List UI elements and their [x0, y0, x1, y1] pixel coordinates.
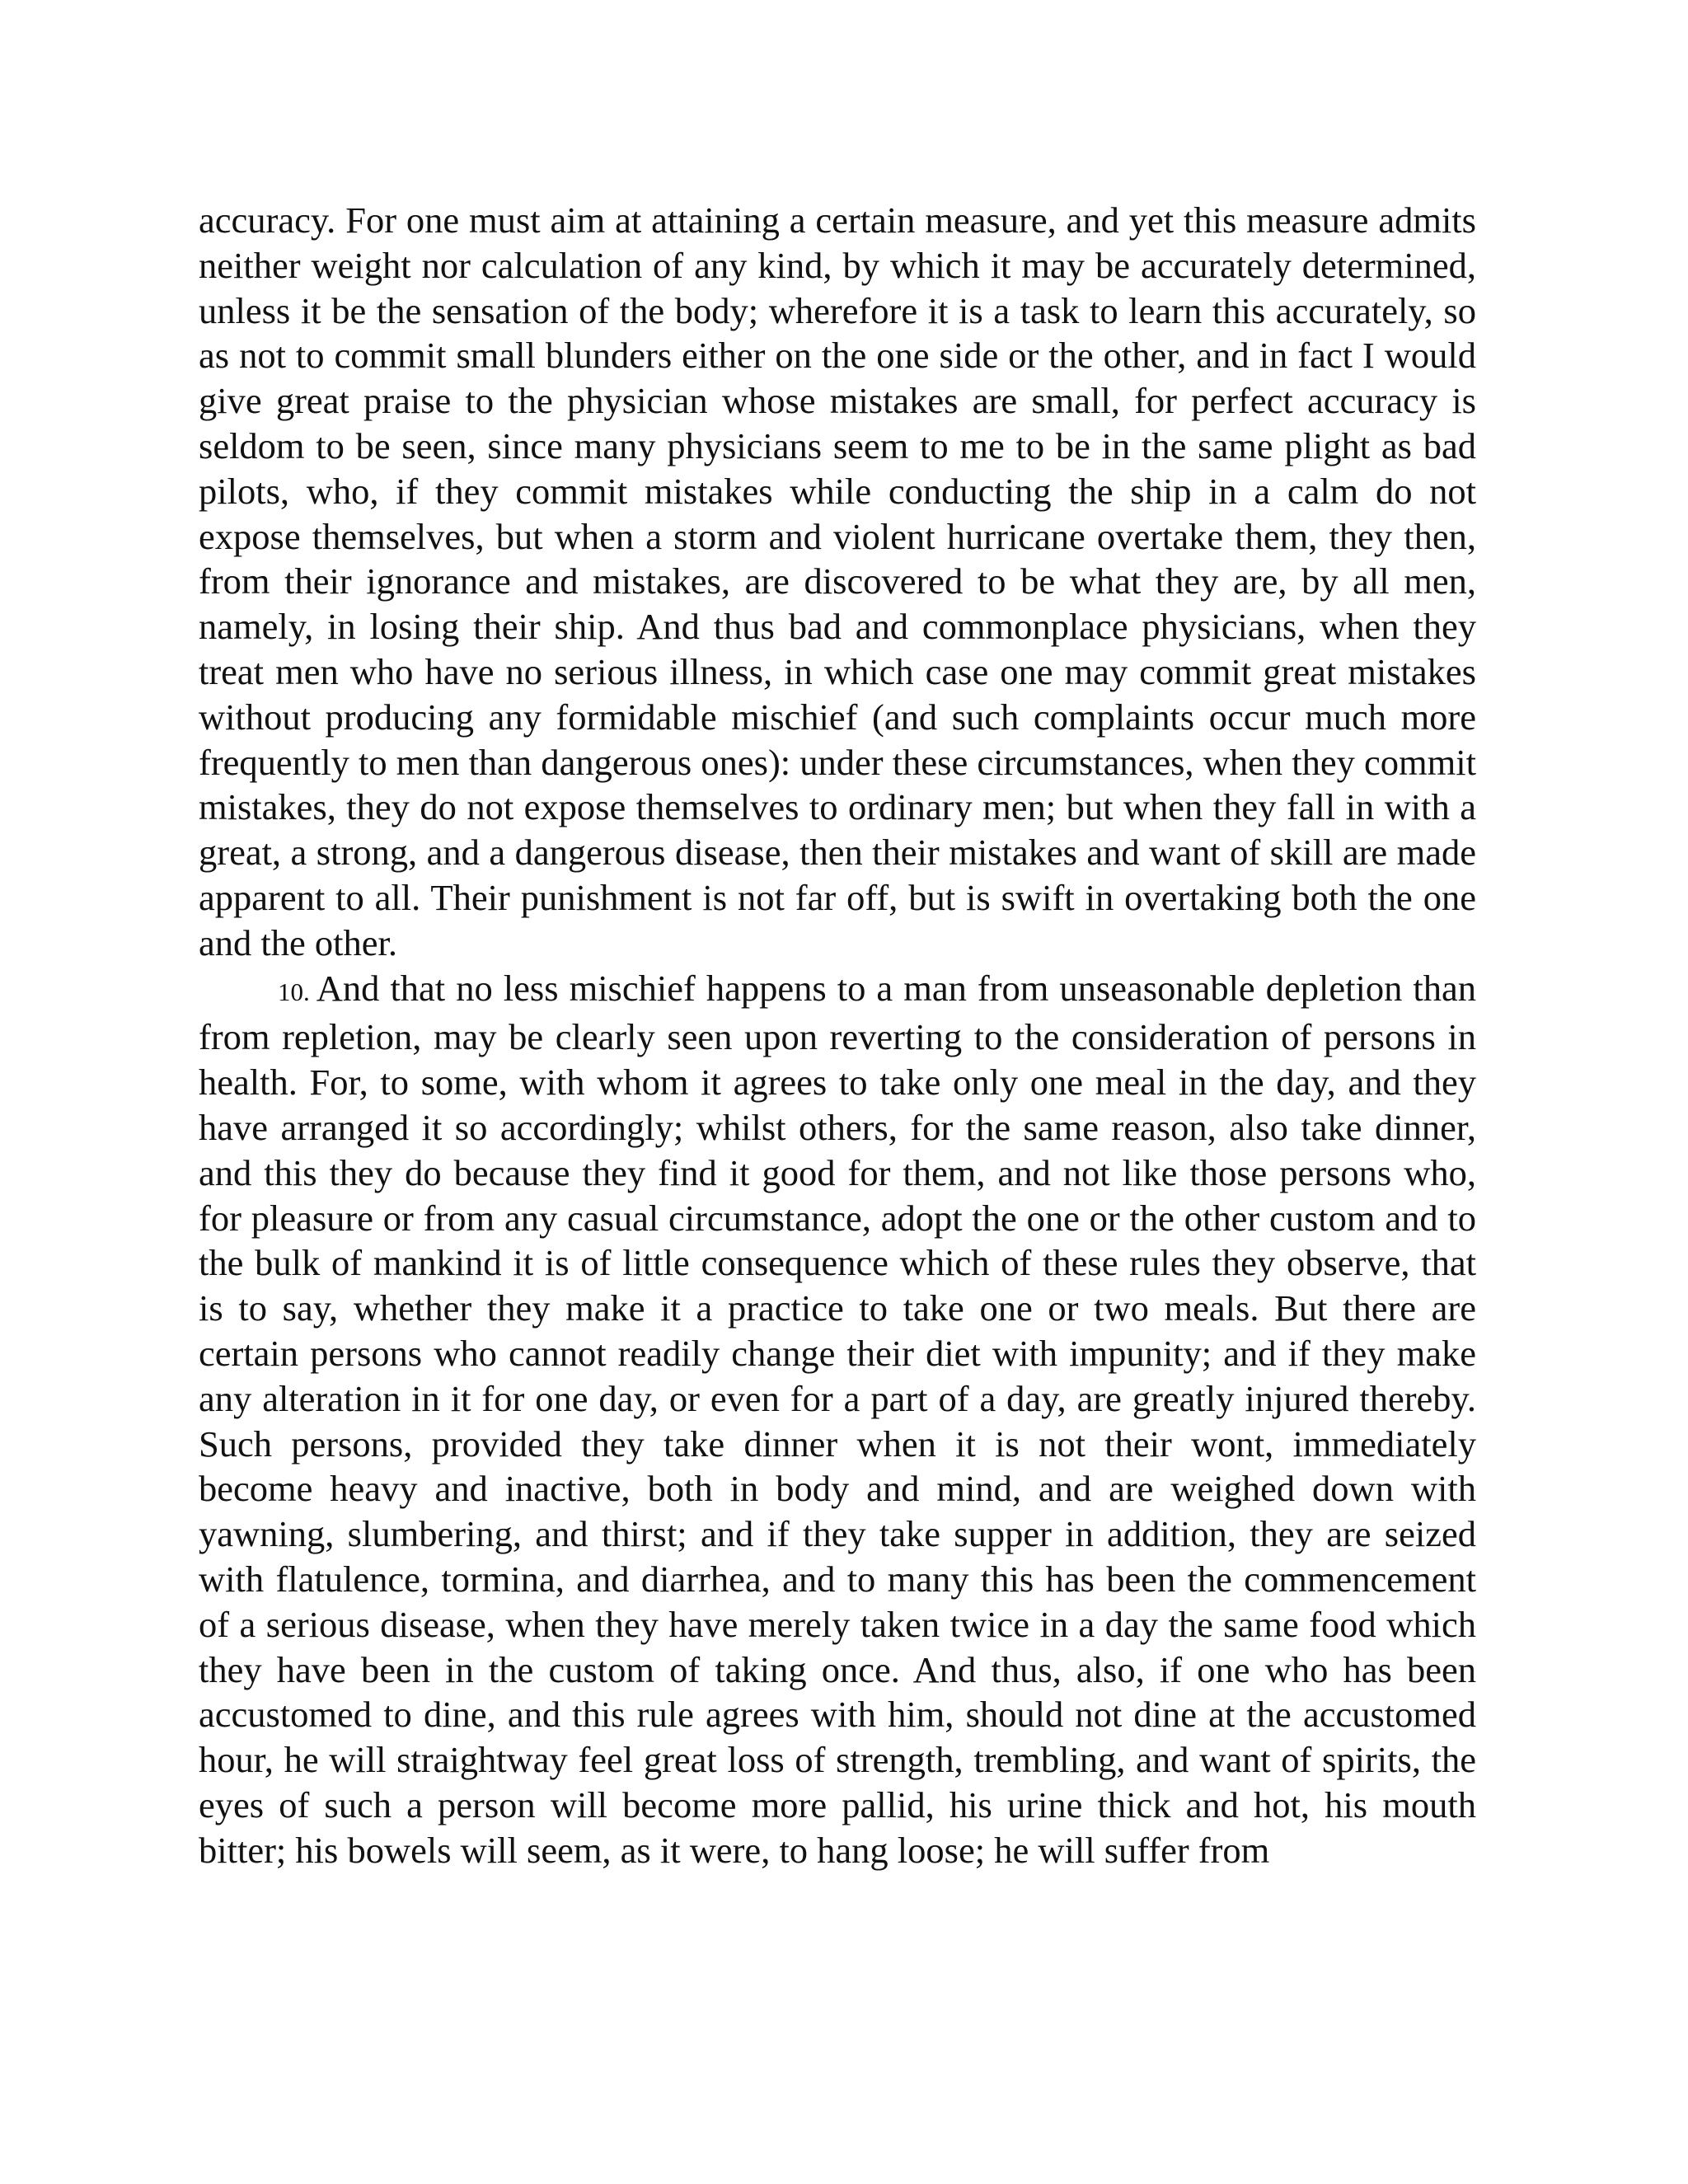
section-number: 10. — [278, 977, 310, 1006]
paragraph-section-10-text: And that no less mischief happens to a man from unseasonable depletion than from repletion, may be clearly seen upon reverting to the consideration of persons in health. For, to some, with whom it agrees to take only one meal in the day, and they have arranged it so accordingly; whilst others, for the same reason, also take dinner, and this they do because they find it good for them, and not like those persons who, for pleasure or from any casual circumstance, adopt the one or the other custom and to the bulk of mankind it is of little consequence which of these rules they observe, that is to say, whether they make it a practice to take one or two meals. But there are certain persons who cannot readily change their diet with impunity; and if they make any alteration in it for one day, or even for a part of a day, are greatly injured thereby. Such persons, provided they take dinner when it is not their wont, immediately become heavy and inactive, both in body and mind, and are weighed down with yawning, slumbering, and thirst; and if they take supper in addition, they are seized with flatulence, tormina, and diarrhea, and to many this has been the commencement of a serious disease, when they have merely taken twice in a day the same food which they have been in the custom of taking once. And thus, also, if one who has been accustomed to dine, and this rule agrees with him, should not dine at the accustomed hour, he will straightway feel great loss of strength, trembling, and want of spirits, the eyes of such a person will become more pallid, his urine thick and hot, his mouth bitter; his bowels will seem, as it were, to hang loose; he will suffer from — [199, 967, 1476, 1871]
paragraph-continuation: accuracy. For one must aim at attaining a certain measure, and yet this measure admits neither weight nor calculation of any kind, by which it may be accurately determined, unless it be the sensation of the body; wherefore it is a task to learn this accurately, so as not to commit small blunders either on the one side or the other, and in fact I would give great praise to the physician whose mistakes are small, for perfect accuracy is seldom to be seen, since many physicians seem to me to be in the same plight as bad pilots, who, if they commit mistakes while conducting the ship in a calm do not expose themselves, but when a storm and violent hurricane overtake them, they then, from their ignorance and mistakes, are discovered to be what they are, by all men, namely, in losing their ship. And thus bad and commonplace physicians, when they treat men who have no serious illness, in which case one may commit great mistakes without producing any formidable mischief (and such complaints occur much more frequently to men than dangerous ones): under these circumstances, when they commit mistakes, they do not expose themselves to ordinary men; but when they fall in with a great, a strong, and a dangerous disease, then their mistakes and want of skill are made apparent to all. Their punishment is not far off, but is swift in overtaking both the one and the other. — [199, 199, 1476, 963]
paragraph-section-10 — [199, 966, 1476, 1873]
document-page — [199, 198, 1476, 1872]
